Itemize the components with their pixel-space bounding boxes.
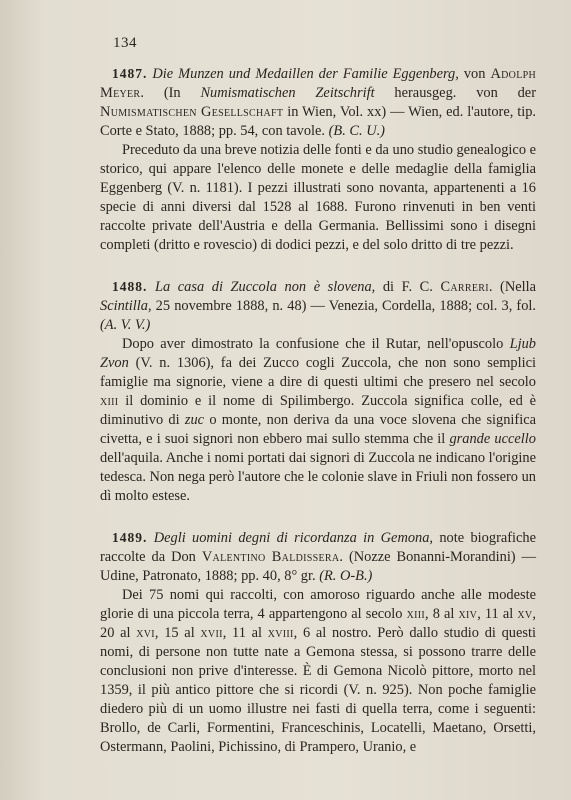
bibliography-entry-1487: [100, 64, 536, 255]
entry-rating: (B. C. U.): [328, 123, 385, 139]
entry-body: [100, 335, 536, 506]
century-numeral: xiii: [406, 606, 426, 622]
body-text: , 11 al: [222, 625, 268, 641]
entry-title: Die Munzen und Medaillen der Familie Eggenberg,: [152, 66, 459, 82]
entry-title: Degli uomini degni di ricordanza in Gemona,: [153, 530, 434, 546]
century-numeral: xv: [517, 606, 533, 622]
entry-journal: Scintilla: [100, 298, 148, 314]
heading-text: in Wien, Vol. xx) — Wien, ed. l'autore, tip. Corte e Stato, 1888; pp. 54, con tavole.: [100, 104, 536, 139]
body-italic: Ljub Zvon: [100, 336, 536, 371]
body-italic: zuc: [184, 412, 205, 428]
heading-text: . (Nozze Bonanni-Morandini) — Udine, Patronato, 1888; pp. 40, 8° gr.: [100, 549, 536, 584]
entry-heading: [100, 528, 536, 586]
entry-number: 1487.: [112, 66, 148, 81]
entry-title: La casa di Zuccola non è slovena,: [154, 279, 376, 295]
bibliography-entry-1488: [100, 277, 536, 506]
heading-text: von: [463, 66, 491, 82]
entry-rating: (R. O-B.): [319, 568, 373, 584]
entry-author: Valentino Baldissera: [201, 549, 340, 565]
page-text: [100, 64, 536, 779]
century-numeral: xvi: [136, 625, 155, 641]
body-text: (V. n. 1306), fa dei Zucco cogli Zuccola, che non sono semplici famiglie ma signorie, viene a dire di questi ultimi che presero nel secolo: [100, 355, 536, 390]
entry-rating: (A. V. V.): [100, 317, 151, 333]
heading-text: . (Nella: [488, 279, 536, 295]
body-text: , 6 al nostro. Però dallo studio di questi nomi, di persone non tutte nate a Gemona stessa, si possono trarre delle conclusioni non prive d'interesse. È di Gemona Nicolò pittore, morto nel 1359, il più antico pittore che si ricordi (V. n. 925). Non poche famiglie diedero più di un uomo illustre nei fasti di quella terra, come i seguenti: Brollo, de Carli, Formentini, Franceschinis, Locatelli, Maetano, Orsetti, Ostermann, Paolini, Pichissino, di Prampero, Uranio, e: [100, 625, 536, 755]
entry-journal: Numismatischen Zeitschrift: [200, 85, 375, 101]
entry-number: 1488.: [112, 279, 148, 294]
entry-society: Numismatischen Gesellschaft: [100, 104, 284, 120]
century-numeral: xiii: [100, 393, 119, 409]
entry-heading: [100, 64, 536, 141]
body-italic: grande uccello: [449, 431, 536, 447]
body-text: il dominio e il nome di Spilimbergo. Zuccola significa colle, ed è diminutivo di: [100, 393, 536, 428]
century-numeral: xviii: [267, 625, 294, 641]
entry-number: 1489.: [112, 530, 148, 545]
body-text: , 15 al: [154, 625, 201, 641]
heading-text: herausgeg. von der: [374, 85, 536, 101]
entry-body: [100, 586, 536, 757]
heading-text: di F. C.: [375, 279, 441, 295]
entry-heading: [100, 277, 536, 335]
bibliography-entry-1489: [100, 528, 536, 757]
body-text: Dopo aver dimostrato la confusione che il Rutar, nell'opuscolo: [122, 336, 510, 352]
century-numeral: xiv: [458, 606, 478, 622]
page-number: 134: [113, 35, 137, 51]
heading-text: , 25 novembre 1888, n. 48) — Venezia, Cordella, 1888; col. 3, fol.: [147, 298, 536, 314]
body-text: o monte, non deriva da una voce slovena che significa civetta, e i suoi signori non ebbero mai sullo stemma che il: [100, 412, 536, 447]
body-text: dell'aquila. Anche i nomi portati dai signori di Zuccola ne indicano l'origine tedesca. Non nega però l'autore che le colonie slave in Friuli non fossero un dì molto estese.: [100, 450, 536, 504]
heading-text: . (In: [140, 85, 201, 101]
entry-body: Preceduto da una breve notizia delle fonti e da uno studio genealogico e storico, qui appare l'elenco delle monete e delle medaglie della famiglia Eggenberg (V. n. 1181). I pezzi illustrati sono novanta, appartenenti a 16 specie di anni diversi dal 1528 al 1688. Furono rinvenuti in ben venti raccolte private dell'Austria e della Germania. Bellissimi sono i disegni completi (dritto e rovescio) di dodici pezzi, e del solo dritto di tre pezzi.: [100, 142, 536, 253]
century-numeral: xvii: [200, 625, 223, 641]
heading-text: note biografiche raccolte da Don: [100, 530, 537, 565]
body-text: , 20 al: [100, 606, 536, 641]
body-text: , 11 al: [477, 606, 518, 622]
body-text: Dei 75 nomi qui raccolti, con amoroso riguardo anche alle modeste glorie di una piccola terra, 4 appartengono al secolo: [100, 587, 536, 622]
body-text: , 8 al: [425, 606, 459, 622]
entry-author: Adolph Meyer: [100, 66, 536, 101]
entry-author: Carreri: [440, 279, 489, 295]
